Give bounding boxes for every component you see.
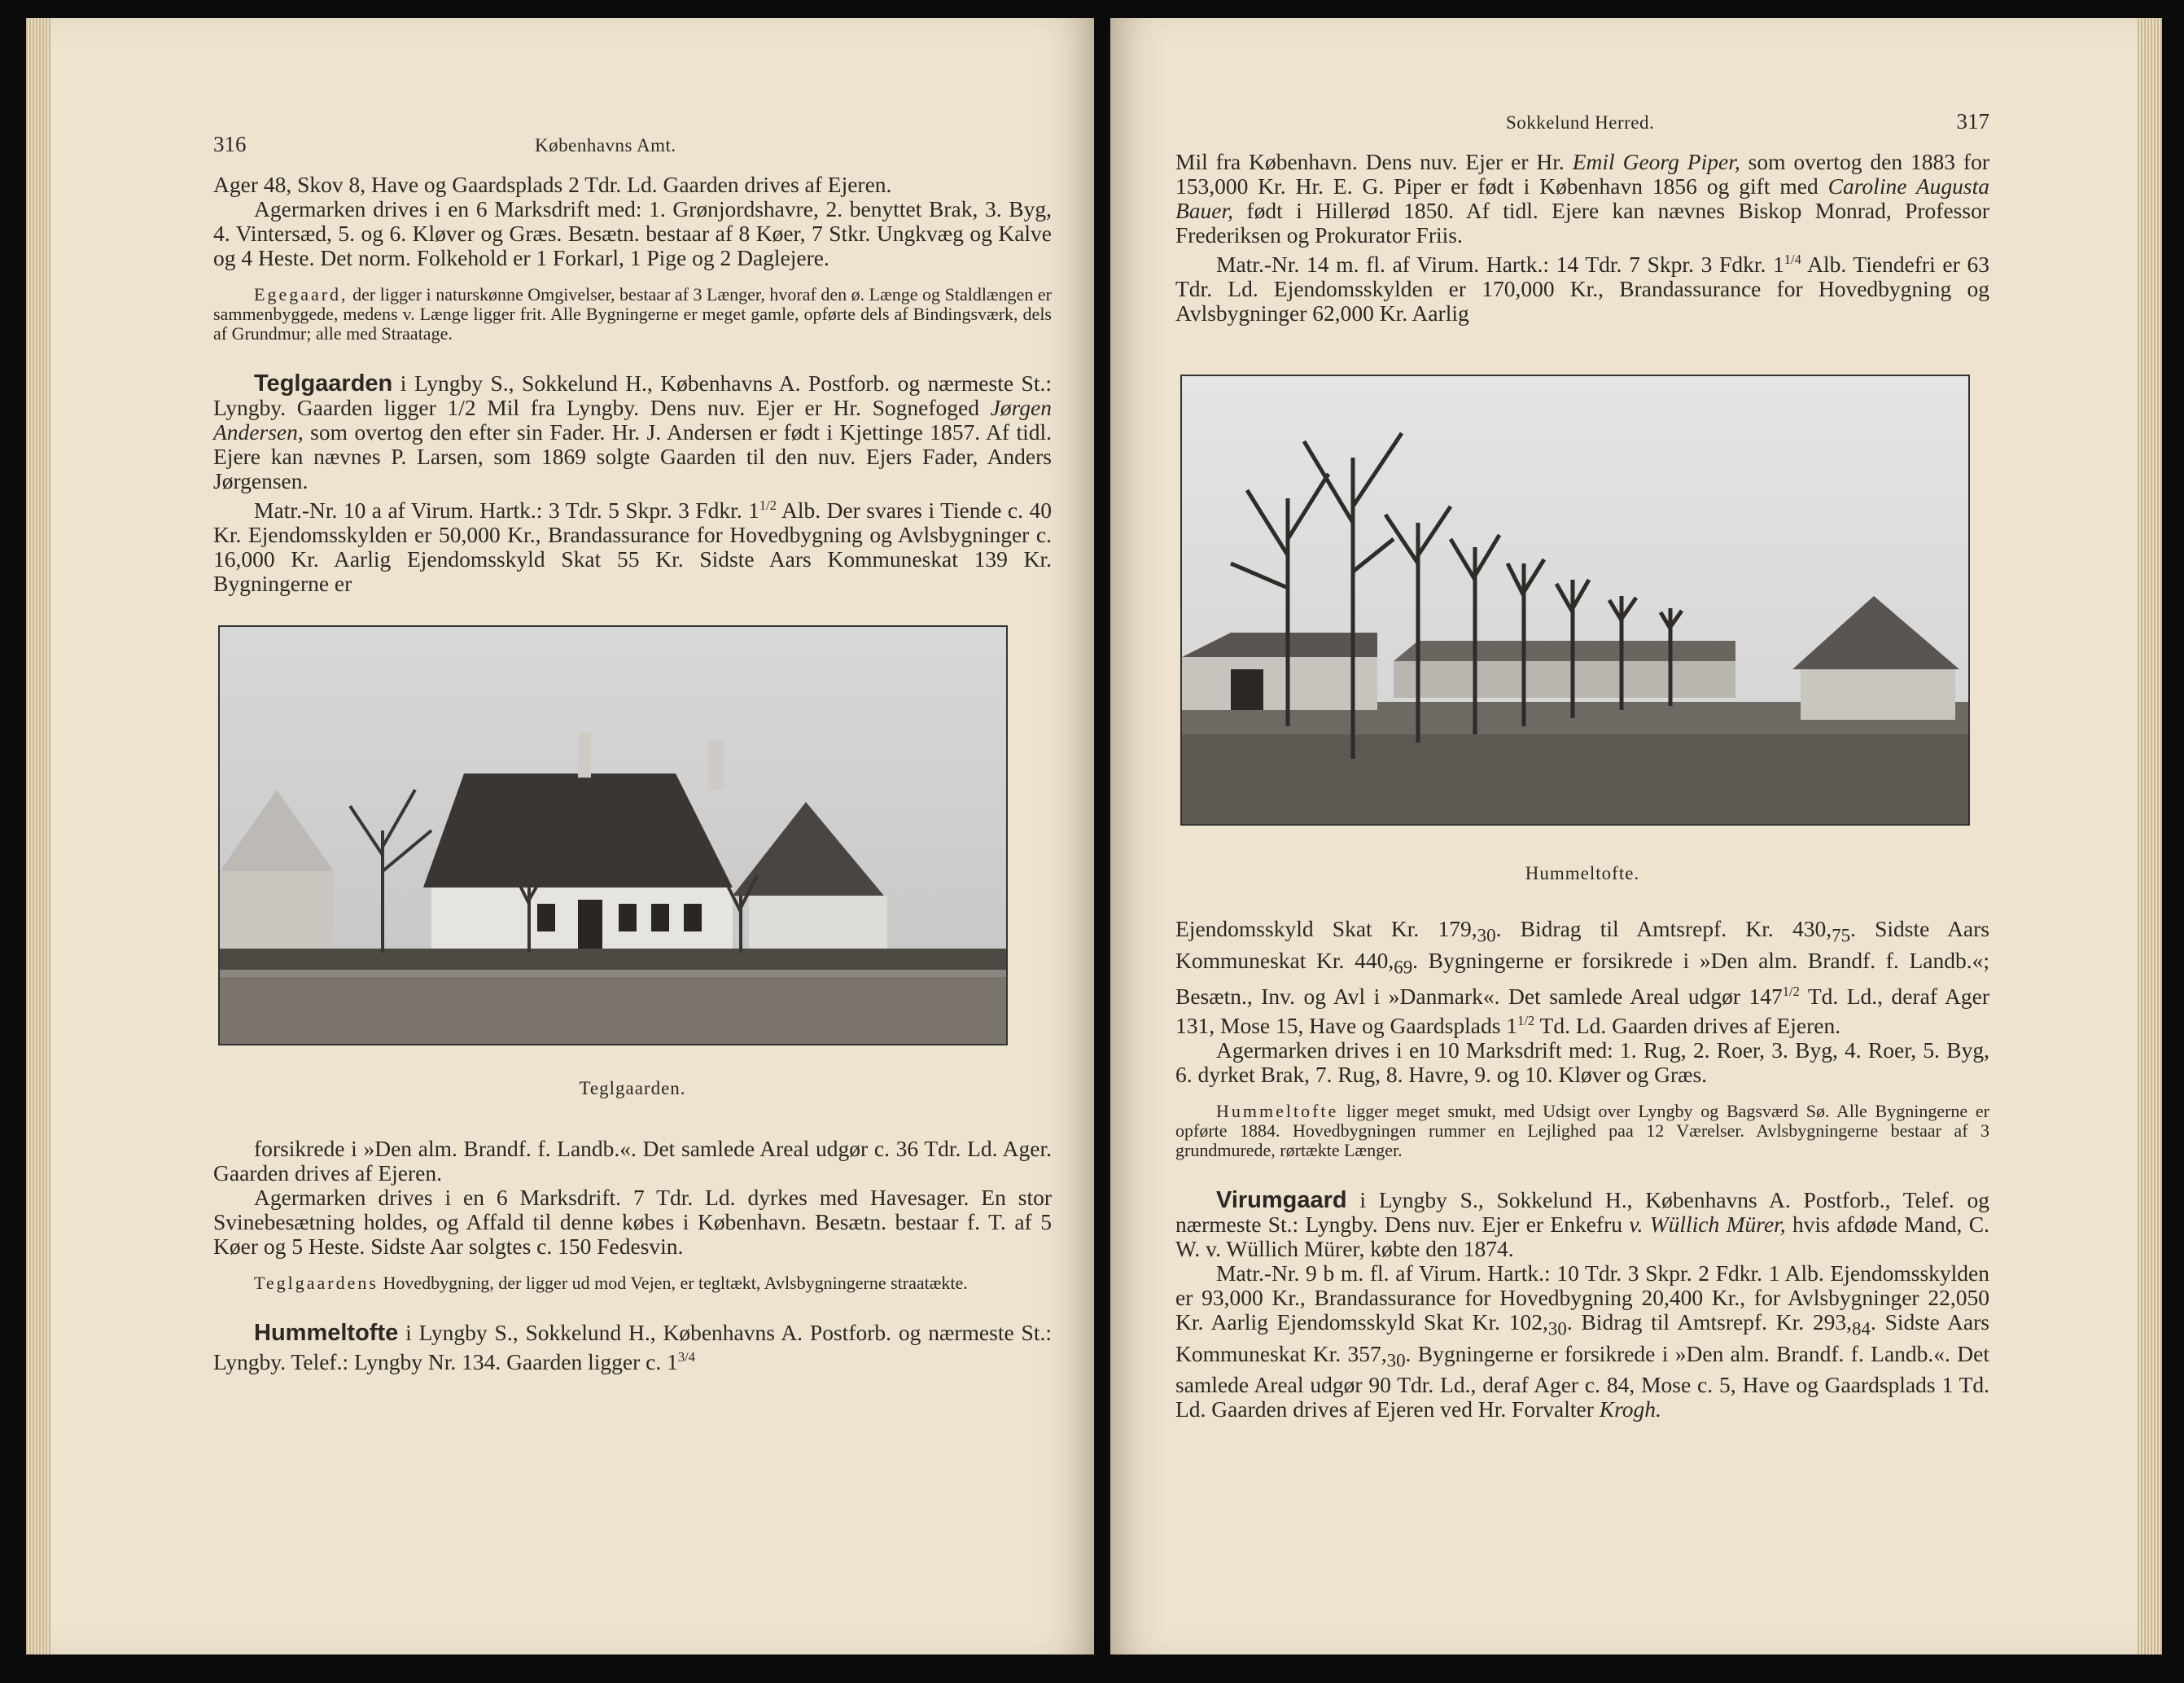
text-run: Mil fra København. Dens nuv. Ejer er Hr. <box>1175 149 1573 174</box>
oere: 69 <box>1394 957 1413 978</box>
text-run: i Lyngby S., Sokkelund H., Københavns A. Postforb. og nærmeste St.: Lyngby. Telef.: Lyngby Nr. 134. Gaarden ligger c. 1 <box>213 1320 1052 1375</box>
text-run: i Lyngby S., Sokkelund H., Københavns A. Postforb. og nærmeste St.: Lyngby. Gaarden ligger <box>213 370 1052 420</box>
text-run: Td. Ld. Gaarden drives af Ejeren. <box>1534 1013 1841 1039</box>
owner-name: v. Wüllich Mürer, <box>1629 1212 1786 1238</box>
page-edge <box>2138 18 2162 1655</box>
running-header <box>1175 109 1989 150</box>
oere: 30 <box>1547 1318 1567 1339</box>
note-text: Hovedbygning, der ligger ud mod Vejen, er tegltækt, Avlsbygningerne straatækte. <box>378 1273 968 1294</box>
paragraph <box>1175 917 1989 1038</box>
left-page <box>26 18 1094 1655</box>
text-run: Ejendomsskyld Skat Kr. 179, <box>1175 916 1477 942</box>
spouse-name: Caroline Augusta Bauer, <box>1175 173 1989 223</box>
running-header <box>213 132 1052 173</box>
text-run: Matr.-Nr. 9 b m. fl. af Virum. Hartk.: 10 Tdr. 3 Skpr. 2 Fdkr. 1 Alb. Ejendomsskylden er 93,000 Kr., Brandassurance for Hovedbygning 20,400 Kr., for Avlsbygninger 22,050 Kr. Aarlig Ejendomsskyld Skat Kr. 102, <box>1175 1260 1989 1335</box>
left-page-content <box>213 132 1052 1374</box>
note-text: der ligger i naturskønne Omgivelser, bestaar af 3 Længer, hvoraf den ø. Længe og Staldlængen er sammenbyggede, medens v. Længe ligger frit. Alle Bygningerne er meget gamle, opførte dels af Bindingsværk, dels af Grundmur; alle med Straatage. <box>213 284 1052 344</box>
text-run: . Bidrag til Amtsrepf. Kr. 430, <box>1495 916 1832 942</box>
text-run: . Bygningerne er forsikrede i »Den alm. Brandf. f. Landb.«. Det samlede Areal udgør 90 Tdr. Ld., deraf Ager c. 84, Mose c. 5, Have og Gaardsplads 1 Td. Ld. Gaarden drives af Ejeren ved Hr. Forvalter <box>1175 1340 1989 1422</box>
text-run: som overtog den efter sin Fader. Hr. J. Andersen er født i Kjettinge 1857. Af tidl. Ejere kan nævnes P. Larsen, som 1869 solgte Gaarden til den nuv. Ejers Fader, Anders Jørgensen. <box>213 419 1052 493</box>
paragraph <box>1175 1261 1989 1422</box>
paragraph: Agermarken drives i en 6 Marksdrift. 7 Tdr. Ld. dyrkes med Havesager. En stor Svinebesætning holdes, og Affald til denne købes i København. Besætn. bestaar f. T. af 5 Køer og 5 Heste. Sidste Aar solgtes c. 150 Fedesvin. <box>213 1185 1052 1260</box>
text-run: som overtog den 1883 for 153,000 Kr. Hr. E. G. Piper er født i København 1856 og gift med <box>1175 149 1990 199</box>
farmhouse-photo <box>220 627 1006 1044</box>
entry-heading: Virumgaard <box>1216 1187 1347 1214</box>
text-run: . Sidste Aars Kommuneskat Kr. 440, <box>1175 916 1989 973</box>
text-run: Matr.-Nr. 10 a af Virum. Hartk.: 3 Tdr. 5 Skpr. 3 Fdkr. 1 <box>254 497 759 524</box>
note-paragraph <box>213 1273 1052 1293</box>
entry-virumgaard <box>1175 1188 1989 1261</box>
owner-name: Emil Georg Piper, <box>1572 149 1740 174</box>
right-page <box>1110 18 2162 1655</box>
owner-name: Jørgen Andersen, <box>213 395 1052 445</box>
text-run: Matr.-Nr. 14 m. fl. af Virum. Hartk.: 14 Tdr. 7 Skpr. 3 Fdkr. 1 <box>1216 252 1784 278</box>
text-run: . Sidste Aars Kommuneskat Kr. 357, <box>1175 1309 1989 1366</box>
paragraph <box>1175 248 1989 326</box>
fraction: 3/4 <box>677 1349 695 1365</box>
text-run: Mil fra Lyngby. Dens nuv. Ejer er Hr. Sognefoged <box>475 395 991 420</box>
text-run: . Bidrag til Amtsrepf. Kr. 293, <box>1566 1309 1853 1335</box>
right-page-content <box>1175 109 1989 1422</box>
page-number: 316 <box>213 132 247 156</box>
entry-hummeltofte <box>213 1321 1052 1374</box>
note-spaced-name: Teglgaardens <box>254 1273 379 1294</box>
note-spaced-name: Egegaard, <box>254 284 348 305</box>
paragraph: Agermarken drives i en 10 Marksdrift med: 1. Rug, 2. Roer, 3. Byg, 4. Roer, 5. Byg, 6. dyrket Brak, 7. Rug, 8. Havre, 9. og 10. Kløver og Græs. <box>1175 1037 1989 1088</box>
text-run: . Bygningerne er forsikrede i »Den alm. Brandf. f. Landb.«; Besætn., Inv. og Avl i »Danmark«. Det samlede Areal udgør 147 <box>1175 947 1989 1010</box>
photo-teglgaarden <box>218 625 1008 1045</box>
running-title: Sokkelund Herred. <box>1506 112 1655 133</box>
note-paragraph <box>213 285 1052 344</box>
note-paragraph <box>1175 1102 1989 1160</box>
oere: 30 <box>1477 925 1496 946</box>
oere: 30 <box>1386 1350 1406 1371</box>
entry-heading: Teglgaarden <box>254 370 393 397</box>
oere: 84 <box>1852 1318 1871 1339</box>
entry-teglgaarden <box>213 371 1052 493</box>
steward-name: Krogh. <box>1599 1396 1661 1422</box>
page-edge <box>26 18 50 1655</box>
text-run: født i Hillerød 1850. Af tidl. Ejere kan nævnes Biskop Monrad, Professor Frederiksen og Prokurator Friis. <box>1175 198 1989 248</box>
note-spaced-name: Hummeltofte <box>1216 1101 1339 1122</box>
text-run: Alb. Tiendefri er 63 Tdr. Ld. Ejendomsskylden er 170,000 Kr., Brandassurance for Hovedbygning og Avlsbygninger 62,000 Kr. Aarlig <box>1175 252 1989 327</box>
paragraph: forsikrede i »Den alm. Brandf. f. Landb.«. Det samlede Areal udgør c. 36 Tdr. Ld. Ager. Gaarden drives af Ejeren. <box>213 1136 1052 1186</box>
paragraph <box>213 493 1052 596</box>
running-title: Københavns Amt. <box>535 135 676 156</box>
text-run: Td. Ld., deraf Ager 131, Mose 15, Have og Gaardsplads 1 <box>1175 984 1989 1039</box>
paragraph: Agermarken drives i en 6 Marksdrift med: 1. Grønjordshavre, 2. benyttet Brak, 3. Byg, 4. Vintersæd, 5. og 6. Kløver og Græs. Besætn. bestaar af 8 Køer, 7 Stkr. Ungkvæg og Kalve og 4 Heste. Det norm. Folkehold er 1 Forkarl, 1 Pige og 2 Daglejere. <box>213 196 1052 270</box>
fraction: 1/2 <box>447 395 476 420</box>
fraction: 1/2 <box>1782 984 1800 1000</box>
photo-caption: Hummeltofte. <box>1525 863 1640 884</box>
fraction: 1/2 <box>1517 1013 1535 1029</box>
oere: 75 <box>1832 925 1851 946</box>
text-run: hvis afdøde Mand, C. W. v. Wüllich Mürer, købte den 1874. <box>1175 1212 1989 1262</box>
text-run: Alb. Der svares i Tiende c. 40 Kr. Ejendomsskylden er 50,000 Kr., Brandassurance for Hovedbygning og Avlsbygninger c. 16,000 Kr. Aarlig Ejendomsskyld Skat 55 Kr. Sidste Aars Kommuneskat 139 Kr. Bygningerne er <box>213 497 1052 597</box>
fraction: 1/4 <box>1784 252 1801 267</box>
paragraph <box>1175 150 1989 248</box>
paragraph: Ager 48, Skov 8, Have og Gaardsplads 2 Tdr. Ld. Gaarden drives af Ejeren. <box>213 172 892 197</box>
entry-heading: Hummeltofte <box>254 1320 399 1347</box>
avenue-photo <box>1182 376 1968 824</box>
fraction: 1/2 <box>759 497 777 513</box>
text-run: i Lyngby S., Sokkelund H., Københavns A. Postforb., Telef. og nærmeste St.: Lyngby. Dens nuv. Ejer er Enkefru <box>1175 1187 1989 1238</box>
photo-hummeltofte <box>1180 375 1970 826</box>
note-text: ligger meget smukt, med Udsigt over Lyngby og Bagsværd Sø. Alle Bygningerne er opførte 1884. Hovedbygningen rummer en Lejlighed paa 12 Værelser. Avlsbygningerne bestaar af 3 grundmurede, rørtækte Længer. <box>1175 1101 1989 1161</box>
page-number: 317 <box>1956 109 1989 134</box>
photo-caption: Teglgaarden. <box>579 1078 686 1099</box>
